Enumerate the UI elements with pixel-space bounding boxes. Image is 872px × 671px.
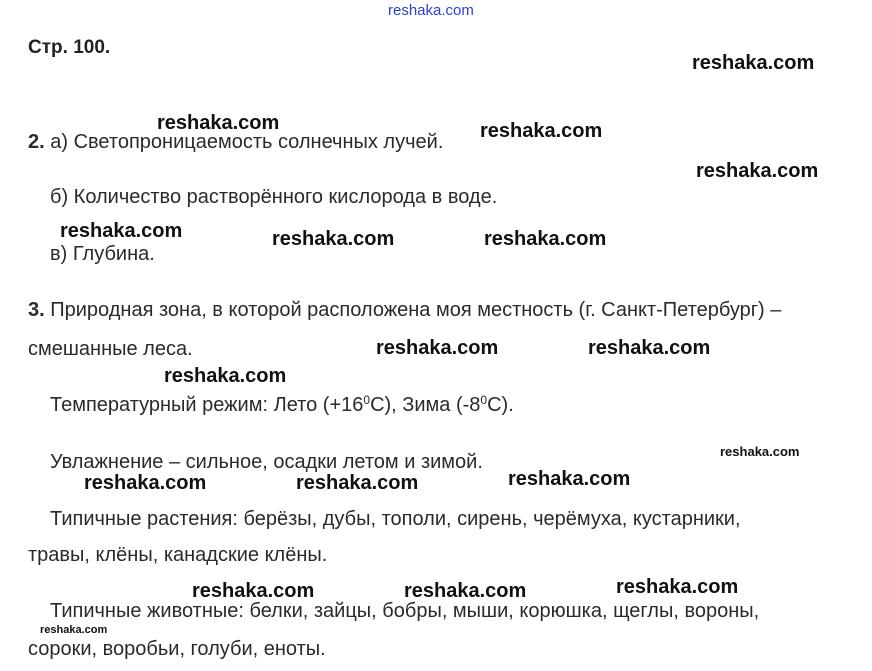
question-2-answer-b: б) Количество растворённого кислорода в воде. — [50, 186, 498, 208]
temperature-line — [50, 394, 514, 417]
question-3-line-1 — [28, 299, 781, 322]
question-2-number: 2. — [28, 131, 45, 153]
temperature-suffix: С). — [487, 394, 514, 416]
animals-line-2: сороки, воробьи, голуби, еноты. — [28, 638, 326, 660]
humidity-line: Увлажнение – сильное, осадки летом и зимой. — [50, 451, 483, 473]
question-3-text-1: Природная зона, в которой расположена моя местность (г. Санкт-Петербург) – — [50, 299, 782, 321]
watermark: reshaka.com — [720, 444, 800, 459]
watermark: reshaka.com — [272, 228, 395, 250]
watermark: reshaka.com — [296, 472, 419, 494]
watermark: reshaka.com — [60, 220, 183, 242]
watermark: reshaka.com — [192, 580, 315, 602]
watermark: reshaka.com — [696, 160, 819, 182]
watermark: reshaka.com — [616, 576, 739, 598]
question-3-text-2: смешанные леса. — [28, 338, 193, 360]
plants-line-1: Типичные растения: берёзы, дубы, тополи, сирень, черёмуха, кустарники, — [50, 508, 741, 530]
watermark: reshaka.com — [376, 337, 499, 359]
animals-line-1: Типичные животные: белки, зайцы, бобры, мыши, корюшка, щеглы, вороны, — [50, 600, 760, 622]
watermark: reshaka.com — [40, 624, 108, 636]
summer-exponent: 0 — [363, 393, 371, 407]
watermark: reshaka.com — [588, 337, 711, 359]
winter-exponent: 0 — [480, 393, 488, 407]
plants-line-2: травы, клёны, канадские клёны. — [28, 544, 328, 566]
watermark: reshaka.com — [692, 52, 815, 74]
watermark: reshaka.com — [480, 120, 603, 142]
watermark: reshaka.com — [84, 472, 207, 494]
watermark: reshaka.com — [508, 468, 631, 490]
temperature-prefix: Температурный режим: Лето (+16 — [50, 394, 364, 416]
page-title: Стр. 100. — [28, 37, 111, 58]
watermark: reshaka.com — [157, 112, 280, 134]
question-3-number: 3. — [28, 299, 45, 321]
question-2-answer-c: в) Глубина. — [50, 243, 155, 265]
watermark: reshaka.com — [404, 580, 527, 602]
watermark: reshaka.com — [484, 228, 607, 250]
question-2-answer-a: а) Светопроницаемость солнечных лучей. — [50, 131, 444, 153]
temperature-mid: С), Зима (-8 — [370, 394, 481, 416]
site-mark: reshaka.com — [388, 2, 474, 19]
watermark: reshaka.com — [164, 365, 287, 387]
